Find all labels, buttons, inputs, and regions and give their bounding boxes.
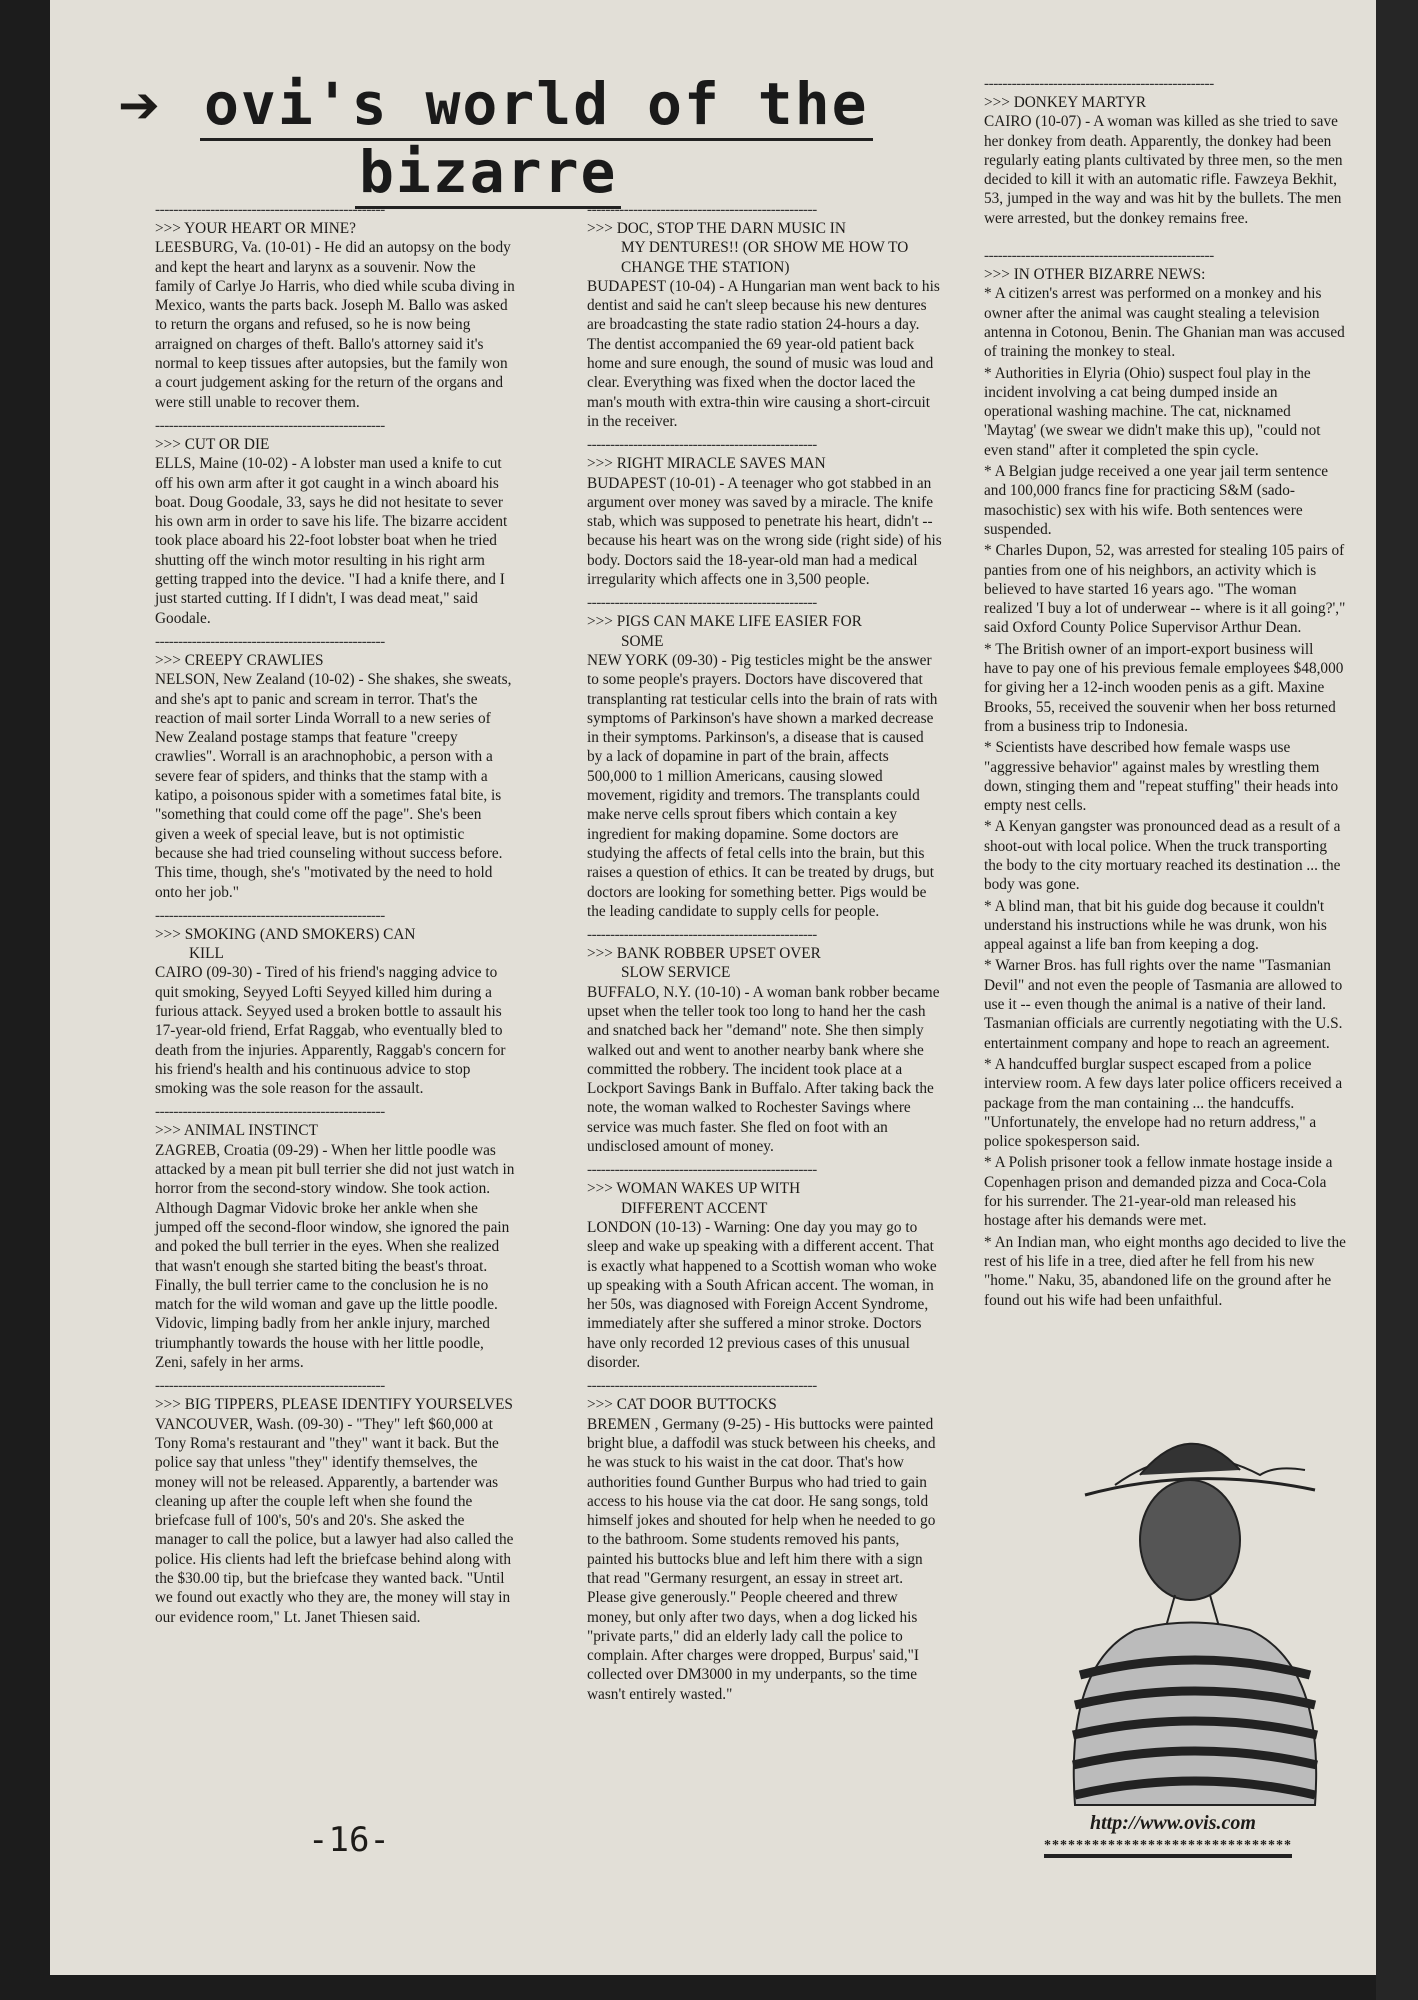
- separator: --------------------------------------------------: [984, 75, 1214, 92]
- article-body: BUFFALO, N.Y. (10-10) - A woman bank robber became upset when the teller took too long to hand her the cash and snatched back her "demand" note. She then simply walked out and went to another nearby bank where she committed the robbery. The incident took place at a Lockport Savings Bank in Buffalo. After taking back the note, the woman walked to Rochester Savings where service was much faster. She fled on foot with an undisclosed amount of money.: [587, 983, 940, 1156]
- article-body: LEESBURG, Va. (10-01) - He did an autopsy on the body and kept the heart and larynx as a souvenir. Now the family of Carlye Jo Harris, who died while scuba diving in Mexico, wants the parts back. Joseph M. Ballo was asked to return the organs and refused, so he is now being arraigned on charges of theft. Ballo's attorney said it's normal to keep tissues after autopsies, but the family won a court judgement asking for the return of the organs and were still unable to recover them.: [155, 239, 515, 411]
- article-heading: >>> DOC, STOP THE DARN MUSIC IN: [587, 220, 846, 237]
- bizarre-news-list: [984, 284, 1346, 1309]
- article-heading: >>> BIG TIPPERS, PLEASE IDENTIFY YOURSELVES: [155, 1396, 513, 1414]
- separator: --------------------------------------------------: [587, 594, 817, 612]
- article-heading: >>> CREEPY CRAWLIES: [155, 651, 324, 669]
- article-body: VANCOUVER, Wash. (09-30) - "They" left $60,000 at Tony Roma's restaurant and "they" want it back. But the police say that unless "they" identify themselves, the money will not be released. Apparently, a bartender was cleaning up after the couple left when she found the briefcase full of 100's, 50's and 20's. She asked the manager to call the police, but a lawyer had also called the police. His clients had left the briefcase behind along with the $30.00 tip, but the briefcase they wanted back. "Until we found out exactly who they are, the money will stay in our evidence room," Lt. Janet Thiesen said.: [155, 1415, 514, 1626]
- separator: --------------------------------------------------: [984, 247, 1214, 265]
- separator: --------------------------------------------------: [587, 926, 817, 944]
- article-body: BUDAPEST (10-01) - A teenager who got stabbed in an argument over money was saved by a miracle. The knife stab, which was supposed to penetrate his heart, didn't -- because his heart was on the wrong side (right side) of his body. Doctors said the 18-year-old man had a medical irregularity which affects one in 3,500 people.: [587, 474, 942, 589]
- article-body: BREMEN , Germany (9-25) - His buttocks were painted bright blue, a daffodil was stuck between his cheeks, and he was stuck to his waist in the cat door. That's how authorities found Gunther Burpus who had tried to gain access to his house via the cat door. He sang songs, told himself jokes and shouted for help when he needed to go to the bathroom. Some students removed his pants, painted his buttocks blue and left him there with a sign that read "Germany resurgent, an essay in street art. Please give generously." People cheered and threw money, but only after two days, when a dog licked his "private parts," did an elderly lady call the police to complain. After charges were dropped, Burpus' said,"I collected over DM3000 in my underpants, so the time wasn't entirely wasted.": [587, 1415, 936, 1703]
- illustration-man-with-hat: [1045, 1415, 1335, 1810]
- article-heading: >>> YOUR HEART OR MINE?: [155, 220, 356, 237]
- scan-edge: [1376, 0, 1418, 2000]
- arrow-icon: ➔: [118, 76, 160, 134]
- list-item: * A Polish prisoner took a fellow inmate hostage inside a Copenhagen prison and demanded pizza and Coca-Cola for his surrender. The 21-year-old man released his hostage after his demands were met.: [984, 1154, 1333, 1230]
- list-item: * A handcuffed burglar suspect escaped from a police interview room. A few days later police officers received a package from the man containing ... the handcuffs. "Unfortunately, the envelope had no return address," a police spokesperson said.: [984, 1055, 1343, 1151]
- article-body: ELLS, Maine (10-02) - A lobster man used a knife to cut off his own arm after it got caught in a winch aboard his boat. Doug Goodale, 33, says he did not hesitate to sever his own arm in order to save his life. The bizarre accident took place aboard his 22-foot lobster boat when he tried shutting off the winch motor resulting in his right arm getting trapped into the device. "I had a knife there, and I just started cutting. If I didn't, I was dead meat," said Goodale.: [155, 455, 508, 627]
- separator: --------------------------------------------------: [587, 201, 817, 218]
- title-line-1: ovi's world of the: [200, 70, 873, 141]
- list-item: * A blind man, that bit his guide dog because it couldn't understand his instructions while he was drunk, won his appeal against a life ban from keeping a dog.: [984, 897, 1327, 954]
- article-body: CAIRO (10-07) - A woman was killed as she tried to save her donkey from death. Apparently, the donkey had been regularly eating plants cultivated by three men, so the men decided to kill it with an automatic rifle. Fawzeya Bekhit, 53, jumped in the way and was hit by the bullets. The men were arrested, but the donkey remains free.: [984, 113, 1343, 227]
- article-heading: >>> SMOKING (AND SMOKERS) CAN: [155, 925, 416, 943]
- separator: --------------------------------------------------: [155, 1103, 385, 1121]
- list-item: * Authorities in Elyria (Ohio) suspect foul play in the incident involving a cat being dumped inside an operational washing machine. The cat, nicknamed 'Maytag' (we swear we didn't make this up), "could not even stand" after it completed the spin cycle.: [984, 364, 1321, 459]
- article-heading: >>> PIGS CAN MAKE LIFE EASIER FOR: [587, 613, 862, 631]
- article-heading: >>> ANIMAL INSTINCT: [155, 1122, 318, 1140]
- article-heading: >>> CUT OR DIE: [155, 435, 270, 453]
- article-body: BUDAPEST (10-04) - A Hungarian man went back to his dentist and said he can't sleep because his new dentures are broadcasting the state radio station 24-hours a day. The dentist accompanied the 69 year-old patient back home and sure enough, the sound of music was loud and clear. Everything was fixed when the doctor laced the man's mouth with extra-thin wire causing a short-circuit in the receiver.: [587, 277, 940, 430]
- article-body: CAIRO (09-30) - Tired of his friend's nagging advice to quit smoking, Seyyed Lofti Seyyed killed him during a furious attack. Seyyed used a broken bottle to assault his 17-year-old friend, Erfat Raggab, who eventually bled to death from the injuries. Apparently, Raggab's concern for his friend's health and his continuous advice to stop smoking was the sole reason for the assault.: [155, 964, 506, 1098]
- separator: --------------------------------------------------: [155, 1377, 385, 1395]
- article-subheading: SLOW SERVICE: [621, 964, 731, 982]
- article-subheading: SOME: [621, 632, 664, 650]
- separator: --------------------------------------------------: [155, 416, 385, 434]
- separator: --------------------------------------------------: [155, 201, 385, 218]
- list-item: * A Kenyan gangster was pronounced dead as a result of a shoot-out with local police. When the truck transporting the body to the city mortuary reached its destination ... the body was gone.: [984, 818, 1341, 894]
- list-item: * An Indian man, who eight months ago decided to live the rest of his life in a tree, died after he fell from his new "home." Naku, 35, abandoned life on the ground after he found out his wife had been unfaithful.: [984, 1233, 1346, 1309]
- article-heading: >>> CAT DOOR BUTTOCKS: [587, 1396, 777, 1414]
- separator: --------------------------------------------------: [587, 1377, 817, 1395]
- article-heading: >>> WOMAN WAKES UP WITH: [587, 1180, 801, 1198]
- article-heading: >>> DONKEY MARTYR: [984, 94, 1147, 111]
- list-item: * A Belgian judge received a one year jail term sentence and 100,000 francs fine for practicing S&M (sado-masochistic) sex with his wife. Both sentences were suspended.: [984, 463, 1329, 538]
- article-heading: >>> RIGHT MIRACLE SAVES MAN: [587, 455, 826, 473]
- article-subheading: KILL: [189, 945, 224, 963]
- list-item: * Charles Dupon, 52, was arrested for stealing 105 pairs of panties from one of his neighbors, an activity which is believed to have started 16 years ago. "The woman realized 'I buy a lot of underwear -- where is it all going?'," said Oxford County Police Supervisor Arthur Dean.: [984, 542, 1346, 637]
- separator: --------------------------------------------------: [587, 436, 817, 454]
- title-line-2: bizarre: [355, 138, 621, 209]
- article-subheading: DIFFERENT ACCENT: [621, 1199, 768, 1217]
- article-subheading: MY DENTURES!! (OR SHOW ME HOW TO CHANGE THE STATION): [621, 239, 909, 276]
- separator: --------------------------------------------------: [587, 1161, 817, 1179]
- column-2: [587, 200, 942, 1708]
- article-heading: >>> BANK ROBBER UPSET OVER: [587, 945, 821, 963]
- article-body: LONDON (10-13) - Warning: One day you may go to sleep and wake up speaking with a different accent. That is exactly what happened to a Scottish woman who woke up speaking with a South African accent. The woman, in her 50s, was diagnosed with Foreign Accent Syndrome, immediately after she suffered a minor stroke. Doctors have only recorded 12 previous cases of this unusual disorder.: [587, 1218, 937, 1372]
- column-1: [155, 200, 515, 1631]
- star-rule: *******************************: [1044, 1838, 1292, 1858]
- column-3: [984, 74, 1346, 1312]
- list-item: * Warner Bros. has full rights over the name "Tasmanian Devil" and not even the people of Tasmania are allowed to use it -- even though the animal is a native of their land. Tasmanian officials are currently negotiating with the U.S. entertainment company and hope to reach an agreement.: [984, 957, 1343, 1052]
- separator: --------------------------------------------------: [155, 906, 385, 924]
- list-item: * Scientists have described how female wasps use "aggressive behavior" against males by wrestling them down, stinging them and "repeat stuffing" their heads into empty nest cells.: [984, 739, 1339, 815]
- article-body: NELSON, New Zealand (10-02) - She shakes, she sweats, and she's apt to panic and scream in terror. That's the reaction of mail sorter Linda Worrall to a new series of New Zealand postage stamps that feature "creepy crawlies". Worrall is an arachnophobic, a person with a severe fear of spiders, and thinks that the stamp with a katipo, a poisonous spider with a sometimes fatal bite, is "something that could come off the page". She's been given a week of special leave, but is not optimistic because she had tried counseling without success before. This time, though, she's "motivated by the need to hold onto her job.": [155, 671, 512, 901]
- article-heading: >>> IN OTHER BIZARRE NEWS:: [984, 266, 1206, 284]
- separator: --------------------------------------------------: [155, 632, 385, 650]
- article-body: NEW YORK (09-30) - Pig testicles might be the answer to some people's prayers. Doctors have discovered that transplanting rat testicular cells into the brain of rats with symptoms of Parkinson's have shown a marked decrease in their symptoms. Parkinson's, a disease that is caused by a lack of dopamine in part of the brain, affects 500,000 to 1 million Americans, causing slowed movement, rigidity and tremors. The transplants could make nerve cells sprout fibers which contain a key ingredient for making dopamine. Some doctors are studying the affects of fetal cells into the brain, but this raises a question of ethics. It can be treated by drugs, but doctors are looking for something better. Pigs would be the leading candidate to supply cells for people.: [587, 651, 938, 920]
- article-body: ZAGREB, Croatia (09-29) - When her little poodle was attacked by a mean pit bull terrier she did not just watch in horror from the second-story window. She took action. Although Dagmar Vidovic broke her ankle when she jumped off the second-floor window, she ignored the pain and poked the bull terrier in the eyes. When she realized that wasn't enough she started biting the beast's throat. Finally, the bull terrier came to the conclusion he is no match for the wild woman and gave up the little poodle. Vidovic, limping badly from her ankle injury, marched triumphantly towards the house with her little poodle, Zeni, safely in her arms.: [155, 1141, 515, 1372]
- website-url[interactable]: http://www.ovis.com: [1090, 1812, 1256, 1834]
- list-item: * The British owner of an import-export business will have to pay one of his previous female employees $48,000 for giving her a 12-inch wooden penis as a gift. Maxine Brooks, 55, received the souvenir when her boss returned from a business trip to Indonesia.: [984, 640, 1344, 735]
- page-number: -16-: [308, 1820, 390, 1860]
- list-item: * A citizen's arrest was performed on a monkey and his owner after the animal was caught stealing a television antenna in Cotonou, Benin. The Ghanian man was accused of training the monkey to steal.: [984, 285, 1345, 361]
